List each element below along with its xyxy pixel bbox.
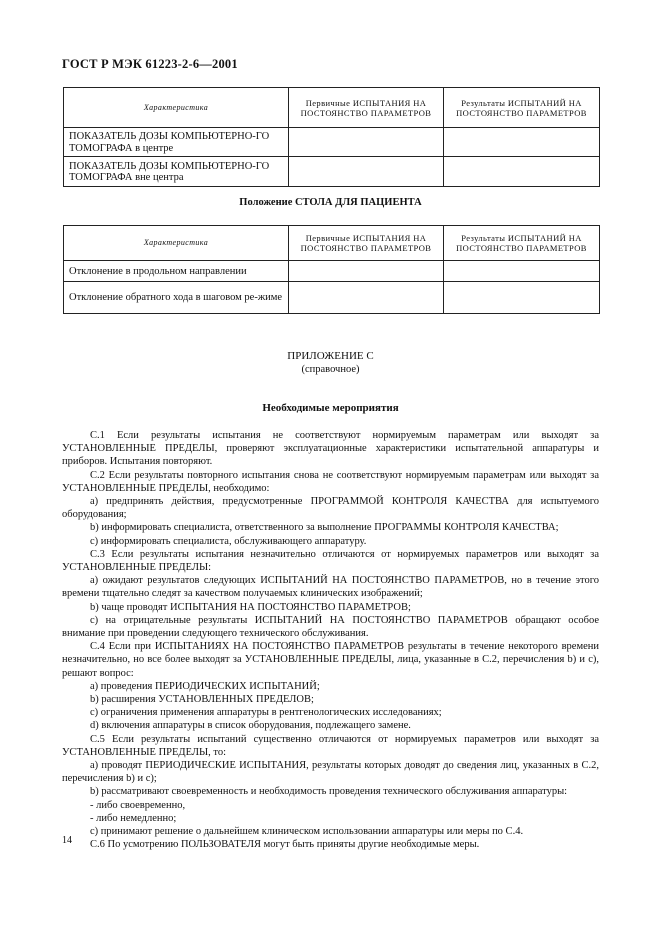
table-cell	[444, 261, 600, 282]
list-item: c) на отрицательные результаты ИСПЫТАНИЙ НА ПОСТОЯНСТВО ПАРАМЕТРОВ обращают особое внимание при проведении следующего технического обслуживания.	[62, 614, 599, 640]
table-row	[64, 157, 600, 187]
column-header-characteristic: Характеристика	[64, 88, 289, 128]
paragraph: С.4 Если при ИСПЫТАНИЯХ НА ПОСТОЯНСТВО ПАРАМЕТРОВ результаты в течение некоторого времени незначительно, но все более выходят за УСТАНОВЛЕННЫЕ ПРЕДЕЛЫ, лица, указанные в С.2, перечисления b) и c), решают вопрос:	[62, 641, 599, 679]
paragraph: С.5 Если результаты испытаний существенно отличаются от нормируемых параметров или выходят за УСТАНОВЛЕННЫЕ ПРЕДЕЛЫ, то:	[62, 733, 599, 758]
list-item: a) ожидают результатов следующих ИСПЫТАНИЙ НА ПОСТОЯНСТВО ПАРАМЕТРОВ, но в течение этого времени тщательно следят за качеством получаемых клинических изображений;	[62, 575, 599, 600]
column-header-test-results: Результаты ИСПЫТАНИЙ НА ПОСТОЯНСТВО ПАРАМЕТРОВ	[444, 88, 600, 128]
list-item: b) рассматривают своевременность и необходимость проведения технического обслуживания аппаратуры:	[90, 786, 568, 798]
list-item: c) принимают решение о дальнейшем клиническом использовании аппаратуры или меры по С.4.	[90, 826, 524, 838]
list-item: c) ограничения применения аппаратуры в рентгенологических исследованиях;	[90, 707, 442, 719]
document-code: ГОСТ Р МЭК 61223-2-6—2001	[62, 57, 238, 71]
list-item: b) чаще проводят ИСПЫТАНИЯ НА ПОСТОЯНСТВО ПАРАМЕТРОВ;	[90, 601, 411, 613]
list-item: b) информировать специалиста, ответственного за выполнение ПРОГРАММЫ КОНТРОЛЯ КАЧЕСТВА;	[90, 522, 559, 534]
paragraph: С.1 Если результаты испытания не соответствуют нормируемым параметрам или выходят за УСТАНОВЛЕННЫЕ ПРЕДЕЛЫ, проверяют эксплуатационные характеристики испытательной аппаратуры и приборов. Испытания повторяют.	[62, 430, 599, 468]
paragraph: С.3 Если результаты испытания незначительно отличаются от нормируемых параметров или выходят за УСТАНОВЛЕННЫЕ ПРЕДЕЛЫ:	[62, 548, 599, 574]
paragraph: С.2 Если результаты повторного испытания снова не соответствуют нормируемым параметрам или выходят за УСТАНОВЛЕННЫЕ ПРЕДЕЛЫ, необходимо:	[62, 469, 599, 494]
table-header-row	[64, 226, 600, 261]
column-header-test-results: Результаты ИСПЫТАНИЙ НА ПОСТОЯНСТВО ПАРАМЕТРОВ	[444, 226, 600, 261]
list-item: d) включения аппаратуры в список оборудования, подлежащего замене.	[90, 720, 411, 732]
table-cell	[289, 157, 444, 187]
list-item: a) предпринять действия, предусмотренные ПРОГРАММОЙ КОНТРОЛЯ КАЧЕСТВА для испытуемого оборудования;	[62, 496, 599, 521]
table-row	[64, 282, 600, 314]
list-item: c) информировать специалиста, обслуживающего аппаратуру.	[90, 535, 367, 547]
appendix-title: ПРИЛОЖЕНИЕ С	[287, 350, 374, 362]
list-item: b) расширения УСТАНОВЛЕННЫХ ПРЕДЕЛОВ;	[90, 694, 314, 706]
table-cell	[289, 128, 444, 157]
page-number: 14	[62, 835, 72, 846]
table-heading: Положение СТОЛА ДЛЯ ПАЦИЕНТА	[239, 197, 422, 208]
list-item: a) проводят ПЕРИОДИЧЕСКИЕ ИСПЫТАНИЯ, результаты которых доводят до сведения лиц, указанных в С.2, перечисления b) и c);	[62, 760, 599, 785]
column-header-initial-tests: Первичные ИСПЫТАНИЯ НА ПОСТОЯНСТВО ПАРАМЕТРОВ	[289, 88, 444, 128]
appendix-body	[62, 429, 599, 852]
table-row	[64, 128, 600, 157]
paragraph: С.6 По усмотрению ПОЛЬЗОВАТЕЛЯ могут быть приняты другие необходимые меры.	[90, 839, 480, 851]
table-header-row	[64, 88, 600, 128]
table-cell	[289, 261, 444, 282]
dose-index-table	[63, 87, 600, 187]
table-cell: ПОКАЗАТЕЛЬ ДОЗЫ КОМПЬЮТЕРНО-ГО ТОМОГРАФА в центре	[64, 128, 289, 157]
column-header-characteristic: Характеристика	[64, 226, 289, 261]
appendix-subtitle: (справочное)	[301, 364, 360, 375]
patient-table-position-table	[63, 225, 600, 314]
table-cell: Отклонение обратного хода в шаговом ре-жиме	[64, 282, 289, 314]
table-cell	[289, 282, 444, 314]
list-item: - либо немедленно;	[90, 812, 177, 824]
table-cell	[444, 128, 600, 157]
table-cell: ПОКАЗАТЕЛЬ ДОЗЫ КОМПЬЮТЕРНО-ГО ТОМОГРАФА вне центра	[64, 157, 289, 187]
section-title: Необходимые мероприятия	[262, 402, 399, 414]
column-header-initial-tests: Первичные ИСПЫТАНИЯ НА ПОСТОЯНСТВО ПАРАМЕТРОВ	[289, 226, 444, 261]
table-cell: Отклонение в продольном направлении	[64, 261, 289, 282]
list-item: a) проведения ПЕРИОДИЧЕСКИХ ИСПЫТАНИЙ;	[90, 680, 320, 692]
table-row	[64, 261, 600, 282]
list-item: - либо своевременно,	[90, 799, 186, 811]
table-cell	[444, 282, 600, 314]
table-cell	[444, 157, 600, 187]
